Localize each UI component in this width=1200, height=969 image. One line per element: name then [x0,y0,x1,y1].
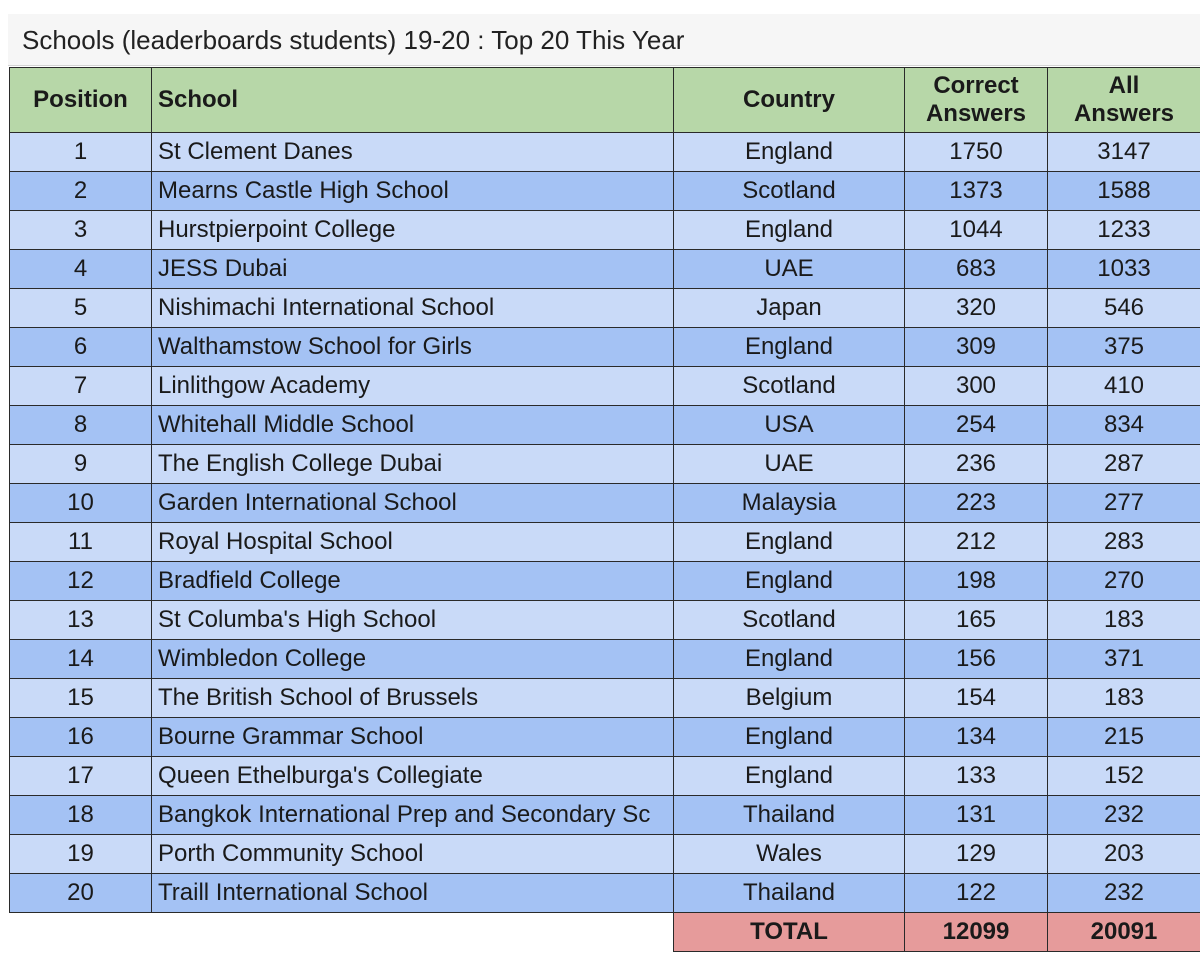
total-row [10,913,1200,952]
cell-all-answers[interactable]: 203 [1048,835,1200,874]
cell-country[interactable]: USA [674,406,905,445]
cell-all-answers[interactable]: 375 [1048,328,1200,367]
total-blank-cell [152,913,674,952]
cell-position[interactable]: 14 [10,640,152,679]
cell-position[interactable]: 2 [10,172,152,211]
cell-position[interactable]: 13 [10,601,152,640]
cell-position[interactable]: 19 [10,835,152,874]
cell-country[interactable]: England [674,718,905,757]
cell-correct-answers[interactable]: 154 [905,679,1048,718]
cell-correct-answers[interactable]: 133 [905,757,1048,796]
cell-school[interactable]: Whitehall Middle School [152,406,674,445]
table-row [10,172,1200,211]
cell-country[interactable]: England [674,757,905,796]
table-row [10,250,1200,289]
cell-school[interactable]: Walthamstow School for Girls [152,328,674,367]
cell-school[interactable]: Nishimachi International School [152,289,674,328]
cell-correct-answers[interactable]: 122 [905,874,1048,913]
table-row [10,679,1200,718]
header-correct-answers[interactable] [905,68,1048,133]
table-row [10,562,1200,601]
header-row [10,68,1200,133]
cell-position[interactable]: 7 [10,367,152,406]
header-all-line2: Answers [1073,100,1175,127]
cell-school[interactable]: Bradfield College [152,562,674,601]
cell-school[interactable]: Linlithgow Academy [152,367,674,406]
cell-position[interactable]: 10 [10,484,152,523]
cell-all-answers[interactable]: 1588 [1048,172,1200,211]
cell-all-answers[interactable]: 152 [1048,757,1200,796]
header-school[interactable]: School [152,68,674,133]
cell-correct-answers[interactable]: 236 [905,445,1048,484]
cell-position[interactable]: 4 [10,250,152,289]
cell-correct-answers[interactable]: 212 [905,523,1048,562]
cell-school[interactable]: Mearns Castle High School [152,172,674,211]
table-row [10,289,1200,328]
cell-position[interactable]: 3 [10,211,152,250]
cell-correct-answers[interactable]: 134 [905,718,1048,757]
cell-all-answers[interactable]: 410 [1048,367,1200,406]
cell-correct-answers[interactable]: 156 [905,640,1048,679]
cell-school[interactable]: JESS Dubai [152,250,674,289]
cell-correct-answers[interactable]: 1750 [905,133,1048,172]
cell-country[interactable]: Scotland [674,172,905,211]
cell-all-answers[interactable]: 546 [1048,289,1200,328]
cell-school[interactable]: Hurstpierpoint College [152,211,674,250]
cell-correct-answers[interactable]: 198 [905,562,1048,601]
cell-school[interactable]: Bangkok International Prep and Secondary Sc [152,796,674,835]
cell-correct-answers[interactable]: 320 [905,289,1048,328]
cell-country[interactable]: England [674,640,905,679]
table-row [10,718,1200,757]
header-all-answers[interactable] [1048,68,1200,133]
total-label[interactable]: TOTAL [674,913,905,952]
cell-school[interactable]: Porth Community School [152,835,674,874]
cell-school[interactable]: The English College Dubai [152,445,674,484]
header-correct-line1: Correct [933,72,1019,99]
cell-school[interactable]: St Clement Danes [152,133,674,172]
cell-school[interactable]: The British School of Brussels [152,679,674,718]
table-row [10,640,1200,679]
cell-correct-answers[interactable]: 309 [905,328,1048,367]
cell-country[interactable]: Japan [674,289,905,328]
cell-position[interactable]: 1 [10,133,152,172]
cell-all-answers[interactable]: 232 [1048,874,1200,913]
cell-country[interactable]: UAE [674,445,905,484]
cell-country[interactable]: Wales [674,835,905,874]
leaderboard-table [9,67,1200,952]
cell-country[interactable]: England [674,562,905,601]
cell-country[interactable]: Scotland [674,601,905,640]
cell-position[interactable]: 16 [10,718,152,757]
cell-correct-answers[interactable]: 683 [905,250,1048,289]
cell-all-answers[interactable]: 183 [1048,679,1200,718]
table-row [10,523,1200,562]
sheet-title: Schools (leaderboards students) 19-20 : Top 20 This Year [22,25,685,55]
cell-position[interactable]: 15 [10,679,152,718]
cell-all-answers[interactable]: 371 [1048,640,1200,679]
header-correct-line2: Answers [925,100,1027,127]
cell-correct-answers[interactable]: 1044 [905,211,1048,250]
cell-country[interactable]: Thailand [674,796,905,835]
cell-country[interactable]: Belgium [674,679,905,718]
sheet-title-bar [8,14,1200,66]
table-row [10,133,1200,172]
cell-position[interactable]: 11 [10,523,152,562]
table-row [10,406,1200,445]
cell-position[interactable]: 12 [10,562,152,601]
cell-all-answers[interactable]: 1033 [1048,250,1200,289]
cell-position[interactable]: 20 [10,874,152,913]
table-row [10,835,1200,874]
cell-correct-answers[interactable]: 131 [905,796,1048,835]
cell-all-answers[interactable]: 834 [1048,406,1200,445]
cell-country[interactable]: Thailand [674,874,905,913]
cell-all-answers[interactable]: 277 [1048,484,1200,523]
total-correct[interactable]: 12099 [905,913,1048,952]
total-blank-cell [10,913,152,952]
cell-correct-answers[interactable]: 300 [905,367,1048,406]
cell-correct-answers[interactable]: 1373 [905,172,1048,211]
cell-correct-answers[interactable]: 223 [905,484,1048,523]
cell-country[interactable]: England [674,133,905,172]
cell-all-answers[interactable]: 270 [1048,562,1200,601]
table-row [10,796,1200,835]
cell-position[interactable]: 6 [10,328,152,367]
cell-correct-answers[interactable]: 254 [905,406,1048,445]
cell-all-answers[interactable]: 215 [1048,718,1200,757]
cell-all-answers[interactable]: 287 [1048,445,1200,484]
cell-school[interactable]: Wimbledon College [152,640,674,679]
cell-country[interactable]: Scotland [674,367,905,406]
cell-position[interactable]: 8 [10,406,152,445]
cell-position[interactable]: 17 [10,757,152,796]
table-row [10,211,1200,250]
cell-school[interactable]: Royal Hospital School [152,523,674,562]
table-row [10,328,1200,367]
cell-school[interactable]: Traill International School [152,874,674,913]
table-row [10,757,1200,796]
cell-school[interactable]: Bourne Grammar School [152,718,674,757]
header-country[interactable]: Country [674,68,905,133]
cell-all-answers[interactable]: 283 [1048,523,1200,562]
cell-position[interactable]: 5 [10,289,152,328]
cell-all-answers[interactable]: 183 [1048,601,1200,640]
cell-school[interactable]: St Columba's High School [152,601,674,640]
header-all-line1: All [1108,72,1140,99]
table-body [10,133,1200,913]
cell-country[interactable]: England [674,328,905,367]
table-row [10,367,1200,406]
cell-all-answers[interactable]: 1233 [1048,211,1200,250]
total-all[interactable]: 20091 [1048,913,1200,952]
cell-position[interactable]: 18 [10,796,152,835]
cell-country[interactable]: UAE [674,250,905,289]
cell-country[interactable]: Malaysia [674,484,905,523]
cell-correct-answers[interactable]: 165 [905,601,1048,640]
header-position[interactable]: Position [10,68,152,133]
cell-correct-answers[interactable]: 129 [905,835,1048,874]
table-row [10,484,1200,523]
cell-all-answers[interactable]: 3147 [1048,133,1200,172]
table-row [10,874,1200,913]
cell-position[interactable]: 9 [10,445,152,484]
cell-country[interactable]: England [674,211,905,250]
cell-all-answers[interactable]: 232 [1048,796,1200,835]
table-row [10,445,1200,484]
cell-school[interactable]: Garden International School [152,484,674,523]
table-row [10,601,1200,640]
cell-school[interactable]: Queen Ethelburga's Collegiate [152,757,674,796]
cell-country[interactable]: England [674,523,905,562]
